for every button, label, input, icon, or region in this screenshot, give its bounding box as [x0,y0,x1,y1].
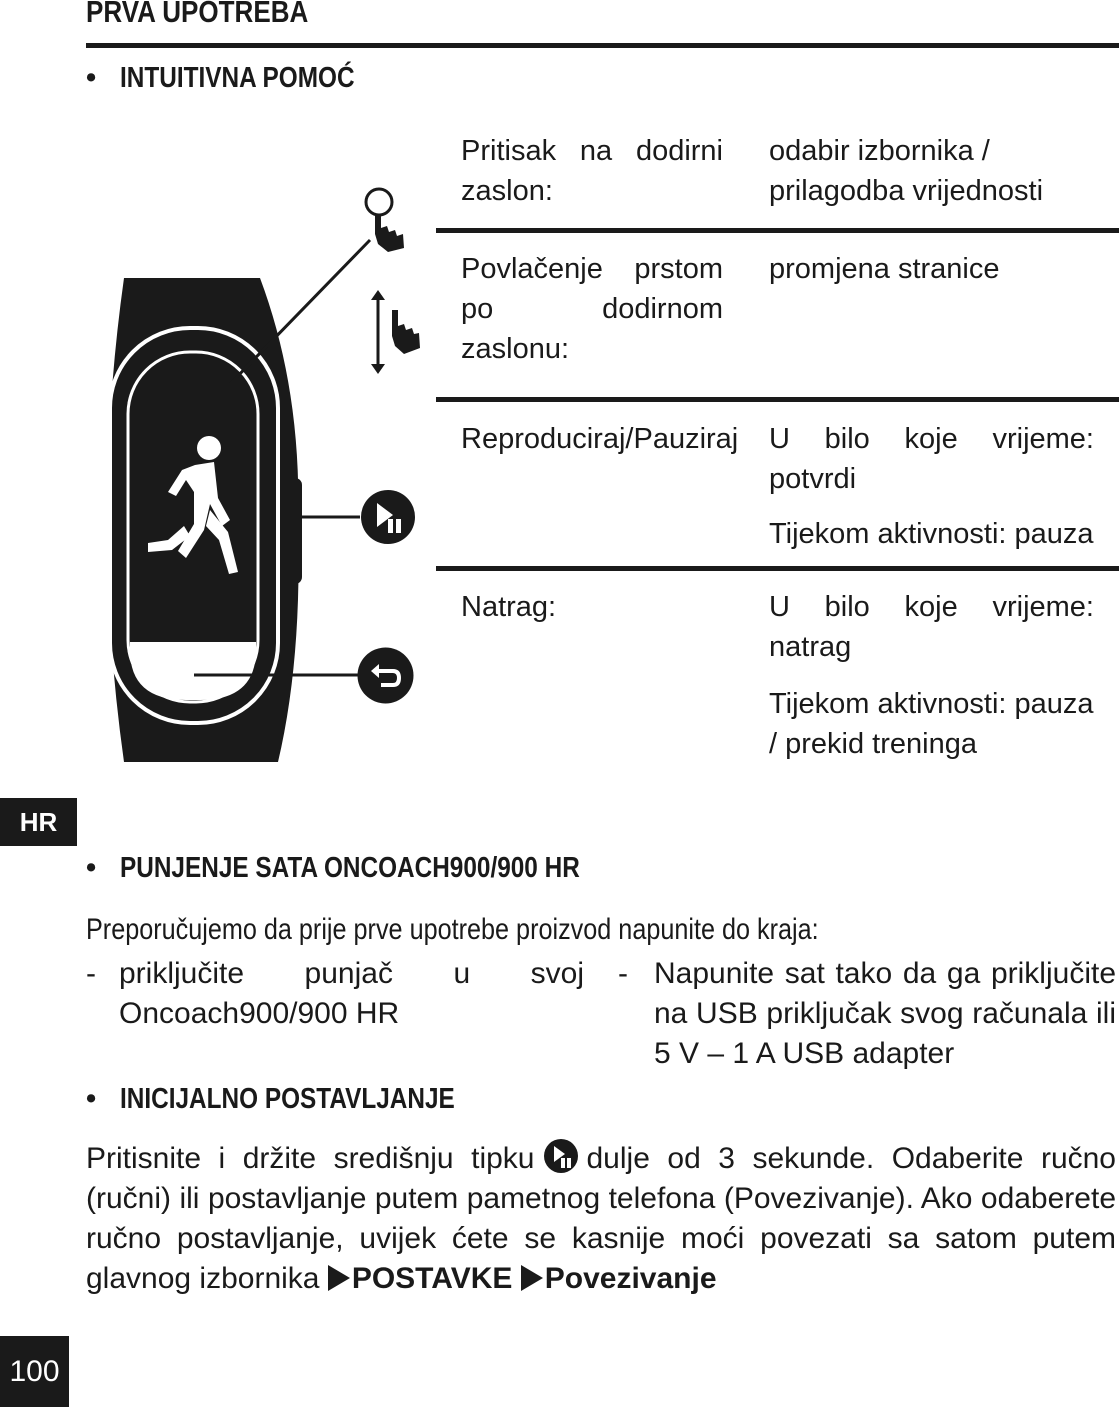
charging-intro: Preporučujemo da prije prve upotrebe proizvod napunite do kraja: [86,913,819,946]
play-pause-icon [360,489,416,545]
header-divider [86,43,1119,48]
swipe-icon [368,290,424,374]
page-title: PRVA UPOTREBA [86,0,309,29]
bullet: • [86,62,97,94]
row-1-result: odabir izbornika / prilagodba vrijednosti [769,135,1044,207]
row-divider [436,397,1119,402]
row-3-action: Reproduciraj/Pauziraj [461,423,739,455]
arrow-right-icon [521,1265,543,1291]
row-4-result: U bilo koje vrijeme: natrag [769,591,1094,663]
row-2-action: Povlačenje prstom po dodirnom zaslonu: [461,253,723,365]
setup-paragraph: Pritisnite i držite središnju tipku dulje od 3 sekunde. Odaberite ručno (ručni) ili postavljanje putem pametnog telefona (Povezivanje). Ako odaberete ručno postavljanje, uvijek ćete se kasnije moći povezati sa satom putem glavnog izbornika POSTAVKE Povezivanje [86,1138,1116,1299]
back-icon [357,647,414,704]
charging-step-2: Napunite sat tako da ga priključite na USB priključak svog računala ili 5 V – 1 A USB adapter [654,957,1116,1070]
section-heading-charging: • PUNJENJE SATA ONCOACH900/900 HR [86,852,580,884]
bullet: • [86,1083,97,1115]
menu-path-settings: POSTAVKE [351,1262,513,1295]
charging-step-1: priključite punjač u svoj Oncoach900/900 HR [119,957,584,1030]
language-tab: HR [0,798,77,846]
list-dash: - [618,957,628,990]
row-divider [436,228,1119,233]
list-dash: - [86,957,96,990]
row-3-result: U bilo koje vrijeme: potvrdi [769,423,1094,495]
row-4-action: Natrag: [461,591,557,623]
row-3-result-activity: Tijekom aktivnosti: pauza [769,518,1094,550]
menu-path-connecting: Povezivanje [544,1262,717,1295]
row-2-result: promjena stranice [769,253,1000,285]
section-heading-setup: • INICIJALNO POSTAVLJANJE [86,1083,455,1115]
section-heading-help: • INTUITIVNA POMOĆ [86,62,355,94]
touch-press-icon [362,186,412,256]
row-4-result-activity: Tijekom aktivnosti: pauza / prekid treninga [769,688,1094,760]
bullet: • [86,852,97,884]
arrow-right-icon [328,1265,350,1291]
row-divider [436,566,1119,571]
play-pause-inline-icon [543,1138,579,1174]
row-1-action: Pritisak na dodirni zaslon: [461,135,723,207]
page-number: 100 [0,1336,69,1407]
